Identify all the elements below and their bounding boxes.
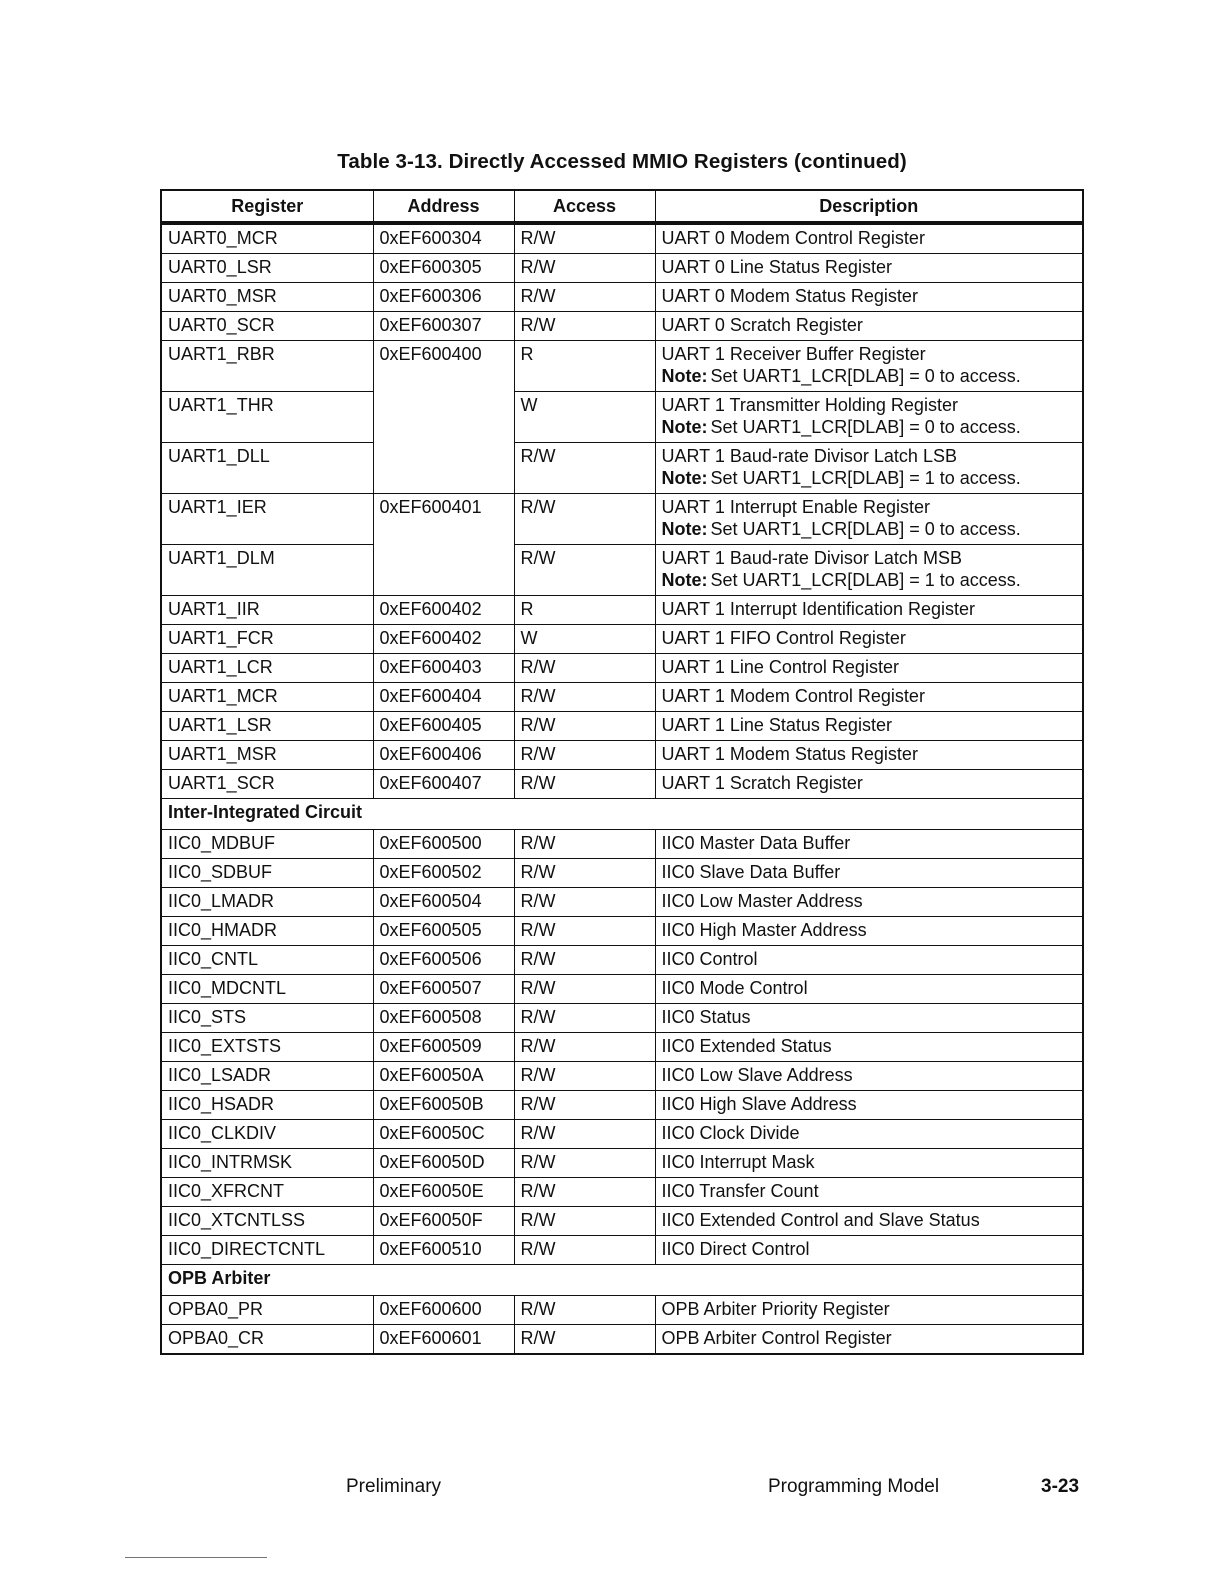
- access-cell: R/W: [514, 741, 655, 770]
- description-cell: [655, 392, 1083, 443]
- address-cell: 0xEF600401: [373, 494, 514, 596]
- access-cell: R/W: [514, 254, 655, 283]
- address-cell: 0xEF600402: [373, 596, 514, 625]
- table-row: [161, 1207, 1083, 1236]
- table-caption: Table 3-13. Directly Accessed MMIO Registers (continued): [337, 150, 907, 173]
- note-label: Note:: [661, 468, 708, 488]
- table-row: [161, 712, 1083, 741]
- description-cell: UART 1 Scratch Register: [655, 770, 1083, 799]
- table-row: [161, 1325, 1083, 1355]
- description-cell: IIC0 Interrupt Mask: [655, 1149, 1083, 1178]
- description-cell: [655, 494, 1083, 545]
- register-cell: IIC0_XFRCNT: [161, 1178, 373, 1207]
- address-cell: 0xEF60050E: [373, 1178, 514, 1207]
- address-cell: 0xEF600403: [373, 654, 514, 683]
- note-label: Note:: [661, 570, 708, 590]
- register-cell: UART1_IIR: [161, 596, 373, 625]
- description-cell: IIC0 High Slave Address: [655, 1091, 1083, 1120]
- address-cell: 0xEF600405: [373, 712, 514, 741]
- table-row: [161, 443, 1083, 494]
- register-cell: IIC0_XTCNTLSS: [161, 1207, 373, 1236]
- address-cell: 0xEF600402: [373, 625, 514, 654]
- note-text: Set UART1_LCR[DLAB] = 0 to access.: [710, 366, 1021, 386]
- table-row: [161, 859, 1083, 888]
- register-cell: IIC0_DIRECTCNTL: [161, 1236, 373, 1265]
- register-cell: IIC0_STS: [161, 1004, 373, 1033]
- access-cell: R/W: [514, 312, 655, 341]
- access-cell: R/W: [514, 888, 655, 917]
- access-cell: R/W: [514, 770, 655, 799]
- description-cell: UART 0 Modem Status Register: [655, 283, 1083, 312]
- register-cell: IIC0_SDBUF: [161, 859, 373, 888]
- description-cell: IIC0 Clock Divide: [655, 1120, 1083, 1149]
- access-cell: R/W: [514, 830, 655, 859]
- table-row: [161, 975, 1083, 1004]
- table-row: [161, 312, 1083, 341]
- access-cell: R/W: [514, 1207, 655, 1236]
- register-cell: UART1_FCR: [161, 625, 373, 654]
- note-label: Note:: [661, 519, 708, 539]
- table-row: [161, 683, 1083, 712]
- table-row: [161, 1062, 1083, 1091]
- access-cell: R/W: [514, 1296, 655, 1325]
- header-access: Access: [514, 190, 655, 223]
- table-row: [161, 830, 1083, 859]
- address-cell: 0xEF600400: [373, 341, 514, 494]
- register-cell: UART1_MSR: [161, 741, 373, 770]
- section-heading: Inter-Integrated Circuit: [161, 799, 1083, 830]
- register-cell: UART0_MSR: [161, 283, 373, 312]
- access-cell: R/W: [514, 1236, 655, 1265]
- register-cell: IIC0_CNTL: [161, 946, 373, 975]
- description-cell: UART 0 Scratch Register: [655, 312, 1083, 341]
- description-text: UART 1 Interrupt Enable Register: [661, 497, 930, 517]
- register-cell: UART1_SCR: [161, 770, 373, 799]
- description-cell: UART 1 Modem Control Register: [655, 683, 1083, 712]
- address-cell: 0xEF600507: [373, 975, 514, 1004]
- table-row: [161, 494, 1083, 545]
- table-row: [161, 1296, 1083, 1325]
- access-cell: R/W: [514, 223, 655, 254]
- table-row: [161, 917, 1083, 946]
- register-cell: IIC0_LSADR: [161, 1062, 373, 1091]
- table-row: [161, 545, 1083, 596]
- description-cell: IIC0 Extended Control and Slave Status: [655, 1207, 1083, 1236]
- note-text: Set UART1_LCR[DLAB] = 0 to access.: [710, 417, 1021, 437]
- table-row: [161, 1120, 1083, 1149]
- access-cell: R/W: [514, 1091, 655, 1120]
- access-cell: R/W: [514, 545, 655, 596]
- description-cell: IIC0 Direct Control: [655, 1236, 1083, 1265]
- register-cell: IIC0_MDCNTL: [161, 975, 373, 1004]
- page-number: 3-23: [1041, 1476, 1080, 1497]
- table-row: [161, 770, 1083, 799]
- table-row: [161, 888, 1083, 917]
- access-cell: R/W: [514, 494, 655, 545]
- address-cell: 0xEF60050A: [373, 1062, 514, 1091]
- register-cell: UART0_SCR: [161, 312, 373, 341]
- address-cell: 0xEF600504: [373, 888, 514, 917]
- scan-rule-line: [125, 1557, 267, 1558]
- description-cell: IIC0 Low Master Address: [655, 888, 1083, 917]
- table-header-row: [161, 190, 1083, 223]
- description-text: UART 1 Transmitter Holding Register: [661, 395, 958, 415]
- register-cell: IIC0_INTRMSK: [161, 1149, 373, 1178]
- section-row-opb: [161, 1265, 1083, 1296]
- address-cell: 0xEF600506: [373, 946, 514, 975]
- address-cell: 0xEF600601: [373, 1325, 514, 1355]
- access-cell: R/W: [514, 1062, 655, 1091]
- footer-chapter-title: Programming Model: [768, 1476, 940, 1497]
- register-cell: IIC0_CLKDIV: [161, 1120, 373, 1149]
- access-cell: R: [514, 596, 655, 625]
- description-cell: [655, 545, 1083, 596]
- address-cell: 0xEF600505: [373, 917, 514, 946]
- register-cell: IIC0_HSADR: [161, 1091, 373, 1120]
- header-address: Address: [373, 190, 514, 223]
- register-cell: UART0_MCR: [161, 223, 373, 254]
- note-label: Note:: [661, 366, 708, 386]
- section-row-iic: [161, 799, 1083, 830]
- description-text: UART 1 Baud-rate Divisor Latch MSB: [661, 548, 962, 568]
- register-cell: UART0_LSR: [161, 254, 373, 283]
- address-cell: 0xEF600305: [373, 254, 514, 283]
- address-cell: 0xEF600500: [373, 830, 514, 859]
- description-cell: UART 0 Line Status Register: [655, 254, 1083, 283]
- table-row: [161, 283, 1083, 312]
- table-row: [161, 1149, 1083, 1178]
- table-row: [161, 392, 1083, 443]
- header-register: Register: [161, 190, 373, 223]
- description-cell: OPB Arbiter Control Register: [655, 1325, 1083, 1355]
- access-cell: R/W: [514, 683, 655, 712]
- register-cell: OPBA0_CR: [161, 1325, 373, 1355]
- description-cell: [655, 443, 1083, 494]
- description-text: UART 1 Baud-rate Divisor Latch LSB: [661, 446, 957, 466]
- table-row: [161, 946, 1083, 975]
- description-cell: UART 1 FIFO Control Register: [655, 625, 1083, 654]
- access-cell: R/W: [514, 1325, 655, 1355]
- table-row: [161, 223, 1083, 254]
- access-cell: R/W: [514, 443, 655, 494]
- register-cell: IIC0_LMADR: [161, 888, 373, 917]
- address-cell: 0xEF60050C: [373, 1120, 514, 1149]
- description-cell: UART 1 Interrupt Identification Register: [655, 596, 1083, 625]
- access-cell: R/W: [514, 1120, 655, 1149]
- footer-status: Preliminary: [346, 1476, 442, 1497]
- description-cell: IIC0 Mode Control: [655, 975, 1083, 1004]
- note-text: Set UART1_LCR[DLAB] = 1 to access.: [710, 570, 1021, 590]
- description-cell: OPB Arbiter Priority Register: [655, 1296, 1083, 1325]
- table-row: [161, 1033, 1083, 1062]
- description-cell: UART 0 Modem Control Register: [655, 223, 1083, 254]
- description-cell: UART 1 Line Status Register: [655, 712, 1083, 741]
- address-cell: 0xEF600404: [373, 683, 514, 712]
- register-cell: UART1_DLL: [161, 443, 373, 494]
- address-cell: 0xEF60050D: [373, 1149, 514, 1178]
- access-cell: R/W: [514, 859, 655, 888]
- register-cell: UART1_MCR: [161, 683, 373, 712]
- register-cell: UART1_RBR: [161, 341, 373, 392]
- register-cell: IIC0_HMADR: [161, 917, 373, 946]
- description-cell: UART 1 Line Control Register: [655, 654, 1083, 683]
- access-cell: R/W: [514, 946, 655, 975]
- register-cell: IIC0_MDBUF: [161, 830, 373, 859]
- description-cell: IIC0 Status: [655, 1004, 1083, 1033]
- table-row: [161, 625, 1083, 654]
- header-description: Description: [655, 190, 1083, 223]
- access-cell: R/W: [514, 283, 655, 312]
- description-note: [662, 569, 1077, 591]
- access-cell: R/W: [514, 917, 655, 946]
- table-row: [161, 1004, 1083, 1033]
- description-cell: IIC0 Master Data Buffer: [655, 830, 1083, 859]
- description-cell: IIC0 Slave Data Buffer: [655, 859, 1083, 888]
- note-text: Set UART1_LCR[DLAB] = 0 to access.: [710, 519, 1021, 539]
- access-cell: W: [514, 625, 655, 654]
- access-cell: R/W: [514, 975, 655, 1004]
- description-note: [662, 416, 1077, 438]
- address-cell: 0xEF600407: [373, 770, 514, 799]
- address-cell: 0xEF600600: [373, 1296, 514, 1325]
- section-heading: OPB Arbiter: [161, 1265, 1083, 1296]
- register-cell: UART1_THR: [161, 392, 373, 443]
- access-cell: R/W: [514, 1178, 655, 1207]
- description-text: UART 1 Receiver Buffer Register: [661, 344, 926, 364]
- address-cell: 0xEF60050B: [373, 1091, 514, 1120]
- description-cell: IIC0 Transfer Count: [655, 1178, 1083, 1207]
- register-cell: IIC0_EXTSTS: [161, 1033, 373, 1062]
- table-row: [161, 741, 1083, 770]
- access-cell: W: [514, 392, 655, 443]
- access-cell: R/W: [514, 1033, 655, 1062]
- description-cell: UART 1 Modem Status Register: [655, 741, 1083, 770]
- access-cell: R/W: [514, 712, 655, 741]
- table-row: [161, 341, 1083, 392]
- access-cell: R/W: [514, 1004, 655, 1033]
- description-cell: IIC0 Extended Status: [655, 1033, 1083, 1062]
- access-cell: R: [514, 341, 655, 392]
- register-cell: UART1_DLM: [161, 545, 373, 596]
- mmio-register-table: [160, 189, 1084, 1355]
- description-note: [662, 467, 1077, 489]
- address-cell: 0xEF600508: [373, 1004, 514, 1033]
- table-row: [161, 596, 1083, 625]
- description-cell: IIC0 High Master Address: [655, 917, 1083, 946]
- address-cell: 0xEF600406: [373, 741, 514, 770]
- description-cell: IIC0 Control: [655, 946, 1083, 975]
- table-row: [161, 1091, 1083, 1120]
- address-cell: 0xEF600304: [373, 223, 514, 254]
- register-cell: OPBA0_PR: [161, 1296, 373, 1325]
- address-cell: 0xEF600510: [373, 1236, 514, 1265]
- access-cell: R/W: [514, 654, 655, 683]
- note-label: Note:: [661, 417, 708, 437]
- address-cell: 0xEF600502: [373, 859, 514, 888]
- address-cell: 0xEF600306: [373, 283, 514, 312]
- description-note: [662, 518, 1077, 540]
- address-cell: 0xEF600509: [373, 1033, 514, 1062]
- table-row: [161, 1236, 1083, 1265]
- address-cell: 0xEF600307: [373, 312, 514, 341]
- register-cell: UART1_LCR: [161, 654, 373, 683]
- table-row: [161, 1178, 1083, 1207]
- description-cell: IIC0 Low Slave Address: [655, 1062, 1083, 1091]
- description-note: [662, 365, 1077, 387]
- table-row: [161, 654, 1083, 683]
- address-cell: 0xEF60050F: [373, 1207, 514, 1236]
- description-cell: [655, 341, 1083, 392]
- access-cell: R/W: [514, 1149, 655, 1178]
- register-cell: UART1_IER: [161, 494, 373, 545]
- register-cell: UART1_LSR: [161, 712, 373, 741]
- note-text: Set UART1_LCR[DLAB] = 1 to access.: [710, 468, 1021, 488]
- table-row: [161, 254, 1083, 283]
